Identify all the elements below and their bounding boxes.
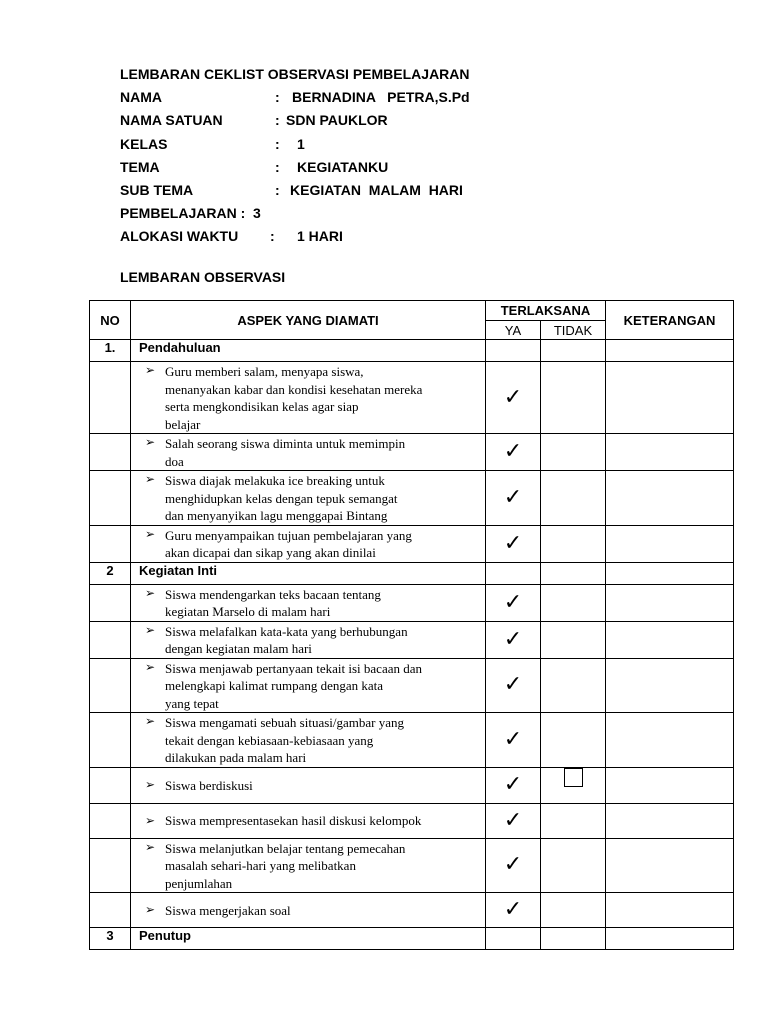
aspek-text-line: Siswa melafalkan kata-kata yang berhubungan [165, 623, 408, 639]
checkmark-icon: ✓ [503, 589, 523, 615]
header-field-label: NAMA [120, 89, 162, 105]
aspek-text-line: Siswa mempresentasekan hasil diskusi kelompok [165, 813, 422, 829]
ya-cell [486, 362, 541, 434]
arrow-bullet-icon: ➢ [145, 659, 156, 674]
aspek-cell [131, 621, 486, 658]
header-field-label: TEMA [120, 159, 160, 175]
checkmark-icon: ✓ [503, 530, 523, 556]
header-field-label: PEMBELAJARAN : 3 [120, 205, 261, 221]
table-row [90, 713, 734, 768]
tidak-cell [541, 584, 606, 621]
table-row [90, 893, 734, 928]
header-no: NO [90, 301, 131, 340]
checkmark-icon: ✓ [503, 384, 523, 410]
keterangan-cell [606, 658, 734, 713]
table-row [90, 767, 734, 803]
table-row [90, 658, 734, 713]
table-row [90, 434, 734, 471]
arrow-bullet-icon: ➢ [145, 839, 156, 854]
keterangan-cell [606, 893, 734, 928]
tidak-cell [541, 434, 606, 471]
aspek-text-line: Salah seorang siswa diminta untuk memimpin [165, 436, 406, 451]
aspek-text-line: Siswa mengamati sebuah situasi/gambar yang [165, 715, 405, 730]
tidak-cell [541, 525, 606, 562]
aspek-text-line: Guru menyampaikan tujuan pembelajaran yang [165, 527, 412, 543]
tidak-cell [541, 658, 606, 713]
aspek-cell [131, 767, 486, 803]
no-cell [90, 767, 131, 803]
checkmark-icon: ✓ [503, 807, 523, 833]
no-cell [90, 838, 131, 893]
aspek-cell [131, 658, 486, 713]
ya-cell [486, 621, 541, 658]
tidak-cell [541, 838, 606, 893]
header-tidak: TIDAK [541, 321, 606, 340]
observation-table [89, 300, 734, 950]
header-field-label: ALOKASI WAKTU [120, 228, 239, 244]
aspek-text-line: Siswa berdiskusi [165, 777, 253, 793]
arrow-bullet-icon: ➢ [145, 363, 156, 377]
header-ya: YA [486, 321, 541, 340]
aspek-text-line: Siswa mendengarkan teks bacaan tentang [165, 586, 381, 602]
arrow-bullet-icon: ➢ [145, 472, 156, 486]
arrow-bullet-icon: ➢ [145, 526, 156, 541]
header-field-colon: : [270, 228, 275, 244]
keterangan-cell [606, 767, 734, 803]
tidak-cell [541, 928, 606, 950]
aspek-text-line: akan dicapai dan sikap yang akan dinilai [165, 545, 376, 560]
ya-cell [486, 525, 541, 562]
ya-cell [486, 471, 541, 526]
no-cell [90, 434, 131, 471]
ya-cell [486, 767, 541, 803]
arrow-bullet-icon: ➢ [145, 812, 156, 827]
checkmark-icon: ✓ [503, 726, 523, 752]
checkmark-icon: ✓ [503, 852, 523, 878]
no-cell [90, 713, 131, 768]
keterangan-cell [606, 713, 734, 768]
header-field-colon: : [275, 89, 280, 105]
tidak-cell [541, 471, 606, 526]
ya-cell [486, 658, 541, 713]
aspek-text-line: menanyakan kabar dan kondisi kesehatan mereka [165, 381, 423, 397]
tidak-cell [541, 562, 606, 584]
table-row [90, 362, 734, 434]
keterangan-cell [606, 471, 734, 526]
ya-cell [486, 584, 541, 621]
ya-cell [486, 713, 541, 768]
ya-cell [486, 434, 541, 471]
aspek-cell [131, 362, 486, 434]
no-cell [90, 525, 131, 562]
arrow-bullet-icon: ➢ [145, 777, 156, 792]
aspek-text-line: tekait dengan kebiasaan-kebiasaan yang [165, 732, 374, 748]
ya-cell [486, 562, 541, 584]
header-field-value: 1 [297, 136, 305, 152]
section-title: Pendahuluan [131, 340, 486, 362]
tidak-cell [541, 340, 606, 362]
aspek-text-line: doa [165, 453, 184, 469]
header-terlaksana: TERLAKSANA [486, 301, 606, 321]
observasi-title: LEMBARAN OBSERVASI [120, 269, 286, 285]
document-title: LEMBARAN CEKLIST OBSERVASI PEMBELAJARAN [120, 66, 470, 82]
header-field-label: KELAS [120, 136, 168, 152]
table-row [90, 838, 734, 893]
section-row [90, 928, 734, 950]
header-field-value: 1 HARI [297, 228, 343, 244]
checkmark-icon: ✓ [503, 439, 523, 464]
aspek-text-line: dengan kegiatan malam hari [165, 641, 312, 656]
keterangan-cell [606, 562, 734, 584]
aspek-text-line: yang tepat [165, 695, 219, 711]
arrow-bullet-icon: ➢ [145, 902, 156, 917]
header-field-label: NAMA SATUAN [120, 112, 223, 128]
keterangan-cell [606, 803, 734, 838]
checkmark-icon: ✓ [503, 672, 523, 698]
header-aspek: ASPEK YANG DIAMATI [131, 301, 486, 340]
header-field-value: KEGIATANKU [297, 159, 389, 175]
arrow-bullet-icon: ➢ [145, 435, 156, 449]
section-number: 2 [90, 562, 131, 584]
table-row [90, 471, 734, 526]
header-field-value: KEGIATAN MALAM HARI [290, 182, 463, 198]
aspek-text-line: melengkapi kalimat rumpang dengan kata [165, 678, 384, 693]
aspek-text-line: masalah sehari-hari yang melibatkan [165, 858, 356, 873]
checkmark-icon: ✓ [503, 772, 523, 797]
aspek-cell [131, 803, 486, 838]
section-number: 3 [90, 928, 131, 950]
keterangan-cell [606, 621, 734, 658]
table-row [90, 525, 734, 562]
checkmark-icon: ✓ [503, 626, 523, 652]
header-field-value: SDN PAUKLOR [286, 112, 388, 128]
section-title: Kegiatan Inti [131, 562, 486, 584]
keterangan-cell [606, 362, 734, 434]
aspek-cell [131, 584, 486, 621]
keterangan-cell [606, 584, 734, 621]
section-number: 1. [90, 340, 131, 362]
arrow-bullet-icon: ➢ [145, 622, 156, 637]
arrow-bullet-icon: ➢ [145, 585, 156, 600]
aspek-cell [131, 713, 486, 768]
observation-body [90, 340, 734, 950]
aspek-text-line: penjumlahan [165, 875, 233, 891]
keterangan-cell [606, 928, 734, 950]
aspek-cell [131, 525, 486, 562]
aspek-cell [131, 471, 486, 526]
section-row [90, 562, 734, 584]
ya-cell [486, 838, 541, 893]
no-cell [90, 803, 131, 838]
aspek-text-line: serta mengkondisikan kelas agar siap [165, 399, 359, 414]
tidak-cell [541, 362, 606, 434]
tidak-cell [541, 713, 606, 768]
aspek-text-line: Guru memberi salam, menyapa siswa, [165, 364, 364, 379]
keterangan-cell [606, 838, 734, 893]
ya-cell [486, 340, 541, 362]
no-cell [90, 471, 131, 526]
no-cell [90, 658, 131, 713]
header-field-colon: : [275, 136, 280, 152]
aspek-text-line: Siswa diajak melakuka ice breaking untuk [165, 473, 385, 488]
aspek-text-line: dilakukan pada malam hari [165, 750, 307, 765]
header-keterangan: KETERANGAN [606, 301, 734, 340]
aspek-text-line: menghidupkan kelas dengan tepuk semangat [165, 490, 398, 506]
aspek-text-line: Siswa melanjutkan belajar tentang pemecahan [165, 840, 406, 856]
header-field-label: SUB TEMA [120, 182, 194, 198]
table-row [90, 584, 734, 621]
no-cell [90, 893, 131, 928]
table-row [90, 621, 734, 658]
header-field-colon: : [275, 159, 280, 175]
tidak-cell [541, 893, 606, 928]
ya-cell [486, 803, 541, 838]
aspek-cell [131, 838, 486, 893]
checkmark-icon: ✓ [503, 484, 523, 510]
tidak-cell [541, 803, 606, 838]
aspek-text-line: Siswa mengerjakan soal [165, 902, 291, 918]
section-title: Penutup [131, 928, 486, 950]
keterangan-cell [606, 525, 734, 562]
no-cell [90, 584, 131, 621]
section-row [90, 340, 734, 362]
ya-cell [486, 893, 541, 928]
checkmark-icon: ✓ [503, 897, 523, 922]
table-row [90, 803, 734, 838]
keterangan-cell [606, 340, 734, 362]
aspek-text-line: belajar [165, 416, 201, 432]
keterangan-cell [606, 434, 734, 471]
header-field-value: BERNADINA PETRA,S.Pd [292, 89, 470, 105]
aspek-cell [131, 893, 486, 928]
aspek-text-line: Siswa menjawab pertanyaan tekait isi bacaan dan [165, 660, 423, 676]
header-field-colon: : [275, 112, 280, 128]
aspek-text-line: dan menyanyikan lagu menggapai Bintang [165, 508, 388, 523]
aspek-cell [131, 434, 486, 471]
arrow-bullet-icon: ➢ [145, 714, 156, 728]
no-cell [90, 362, 131, 434]
ya-cell [486, 928, 541, 950]
no-cell [90, 621, 131, 658]
empty-checkbox-icon [564, 768, 583, 787]
header-field-colon: : [275, 182, 280, 198]
tidak-cell [541, 621, 606, 658]
tidak-cell [541, 767, 606, 803]
aspek-text-line: kegiatan Marselo di malam hari [165, 604, 331, 619]
